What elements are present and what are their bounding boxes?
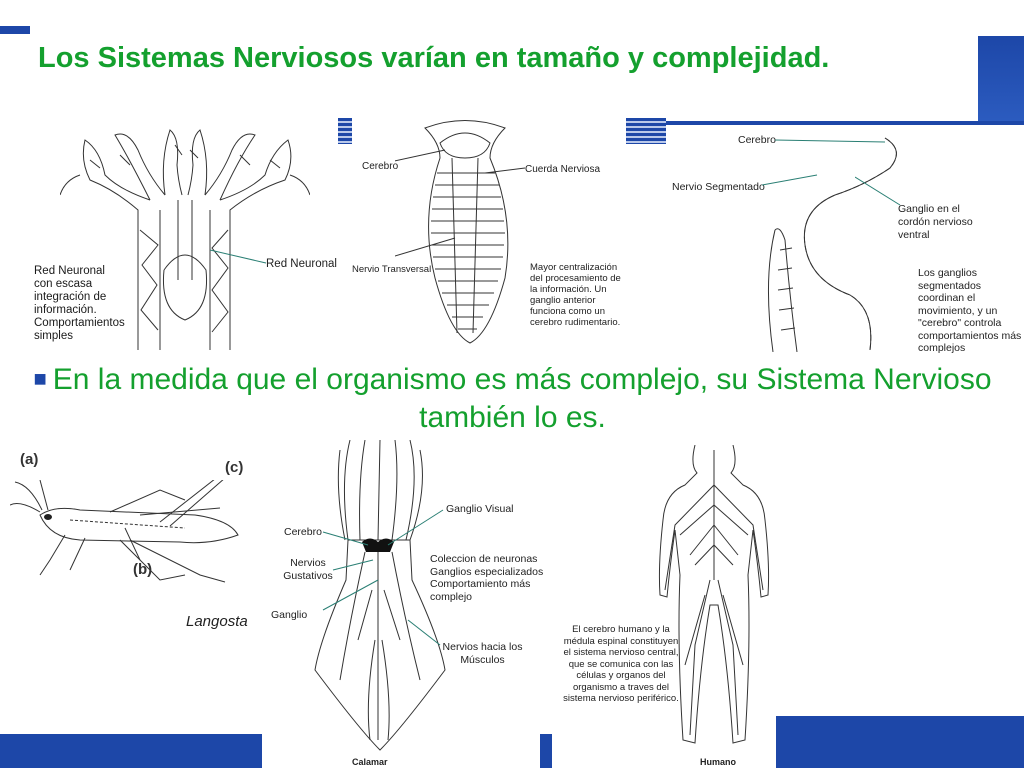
page-title: Los Sistemas Nerviosos varían en tamaño y complejidad.	[38, 42, 830, 74]
bottom-bar-right	[776, 716, 1024, 768]
squid-description: Coleccion de neuronas Ganglios especializados Comportamiento más complejo	[430, 553, 544, 603]
squid-musculos-label: Nervios hacia los Músculos	[442, 641, 523, 666]
stripe-left	[338, 118, 352, 144]
grasshopper-caption: Langosta	[186, 613, 248, 630]
planaria-cuerda-label: Cuerda Nerviosa	[525, 164, 601, 175]
squid-ganglio-label: Ganglio	[271, 609, 308, 621]
human-description: El cerebro humano y la médula espinal constituyen el sistema nervioso central, que se comunica con las células y organos del organismo a traves del sistema nervioso periférico.	[563, 624, 679, 704]
planaria-transversal-label: Nervio Transversal	[352, 264, 432, 275]
squid-cerebro-label: Cerebro	[284, 526, 322, 538]
top-left-bar	[0, 26, 30, 34]
grasshopper-label-c: (c)	[225, 459, 244, 476]
human-caption: Humano	[700, 757, 736, 767]
grasshopper-illustration	[10, 480, 250, 590]
bullet-square-icon: ■	[33, 366, 47, 391]
bullet-text-content: En la medida que el organismo es más complejo, su Sistema Nervioso también lo es.	[52, 363, 992, 434]
worm-ganglio-label: Ganglio en el cordón nervioso ventral	[898, 203, 973, 241]
planaria-description: Mayor centralización del procesamiento de la información. Un ganglio anterior funciona como un cerebro rudimentario.	[530, 262, 621, 328]
top-right-line	[640, 121, 1024, 125]
squid-ganglio-visual-label: Ganglio Visual	[446, 503, 514, 515]
worm-description: Los ganglios segmentados coordinan el movimiento, y un "cerebro" controla comportamientos más complejos	[918, 267, 1022, 353]
worm-illustration	[755, 130, 905, 352]
stripe-right	[626, 118, 666, 144]
grasshopper-label-b: (b)	[133, 561, 153, 578]
worm-cerebro-pointer	[775, 130, 895, 150]
squid-gustativos-label: Nervios Gustativos	[283, 557, 333, 582]
planaria-illustration	[395, 118, 535, 348]
bottom-bar-left	[0, 734, 262, 768]
worm-ganglio-pointer	[855, 175, 905, 215]
squid-pointers	[318, 505, 448, 655]
grasshopper-label-a: (a)	[20, 451, 39, 468]
worm-cerebro-label: Cerebro	[738, 134, 776, 146]
bottom-bar-mid	[540, 734, 552, 768]
worm-nervio-label: Nervio Segmentado	[672, 181, 765, 193]
squid-caption: Calamar	[352, 757, 388, 767]
hydra-red-neuronal-label: Red Neuronal	[266, 258, 337, 270]
bullet-text	[30, 360, 995, 437]
hydra-description: Red Neuronal con escasa integración de información. Comportamientos simples	[34, 265, 125, 342]
planaria-cerebro-label: Cerebro	[362, 161, 399, 172]
worm-nervio-pointer	[762, 170, 822, 190]
